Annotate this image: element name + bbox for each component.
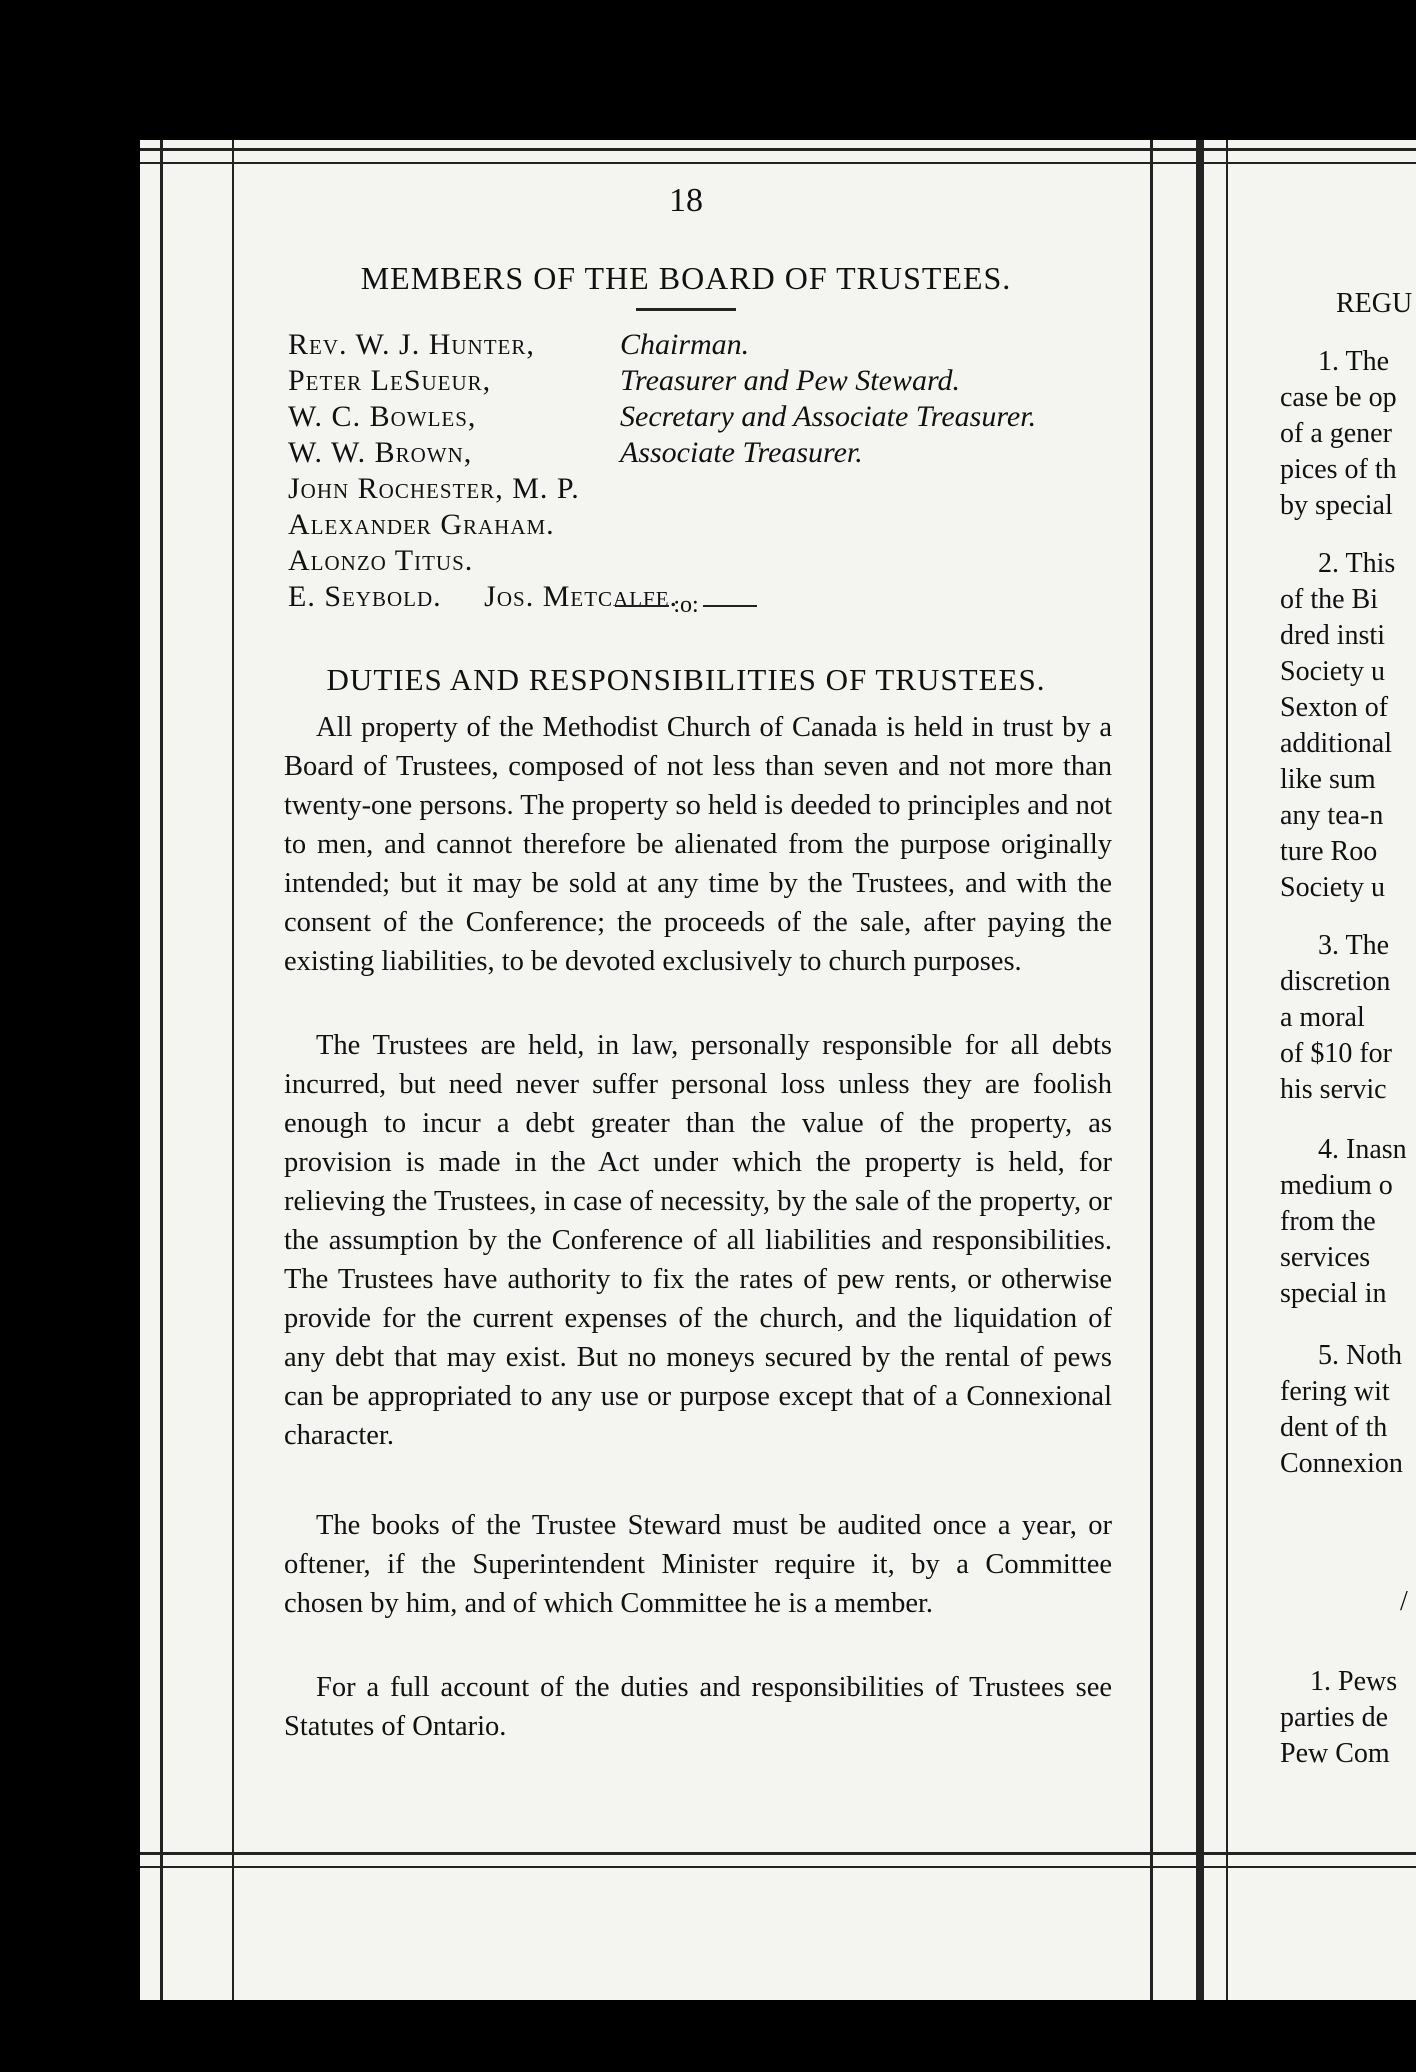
right-page-line: of a gener (1280, 418, 1392, 449)
right-page-line: medium o (1280, 1170, 1393, 1201)
right-page-line: Society u (1280, 656, 1385, 687)
page-heading: MEMBERS OF THE BOARD OF TRUSTEES. (360, 260, 1012, 296)
right-page-line: additional (1280, 728, 1392, 759)
right-page-line: special in (1280, 1278, 1387, 1309)
left-page (236, 160, 1136, 1820)
right-page-line: 2. This (1318, 548, 1396, 579)
frame-left-rule-inner (232, 140, 234, 2000)
paragraph: All property of the Methodist Church of Canada is held in trust by a Board of Trustees, composed of not less than seven and not more than twenty-one persons. The property so held is deeded to principles and not to men, and cannot therefore be alienated from the purpose originally intended; but it may be sold at any time by the Trustees, and with the consent of the Conference; the proceeds of the sale, after paying the existing liabilities, to be devoted exclusively to church purposes. (284, 712, 1112, 977)
right-page-line: dent of th (1280, 1412, 1388, 1443)
member-name: E. Seybold. Jos. Metcalfe. (288, 580, 679, 613)
right-page-line: pices of th (1280, 454, 1397, 485)
section-separator: :o: (236, 592, 1136, 619)
right-page-line: a moral (1280, 1002, 1365, 1033)
heading-rule (636, 308, 736, 311)
member-name: John Rochester, M. P. (288, 472, 580, 505)
section-title: DUTIES AND RESPONSIBILITIES OF TRUSTEES. (326, 662, 1046, 697)
member-role: Secretary and Associate Treasurer. (620, 400, 1037, 433)
paragraph: The books of the Trustee Steward must be audited once a year, or oftener, if the Superintendent Minister require it, by a Committee chosen by him, and of which Committee he is a member. (284, 1510, 1112, 1619)
frame-right-rule (1150, 140, 1153, 2000)
right-page-line: from the (1280, 1206, 1376, 1237)
paragraph: The Trustees are held, in law, personally responsible for all debts incurred, but need never suffer personal loss unless they are foolish enough to incur a debt greater than the value of the property, as provision is made in the Act under which the property is held, for relieving the Trustees, in case of necessity, by the sale of the property, or the assumption by the Conference of all liabilities and responsibilities. The Trustees have authority to fix the rates of pew rents, or otherwise provide for the current expenses of the church, and the liquidation of any debt that may exist. But no moneys secured by the rental of pews can be appropriated to any use or purpose except that of a Connexional character. (284, 1030, 1112, 1451)
right-page-line: 1. The (1318, 346, 1390, 377)
right-page-line: fering wit (1280, 1376, 1390, 1407)
right-page-line: Connexion (1280, 1448, 1403, 1479)
member-name: W. W. Brown, (288, 436, 473, 469)
right-page-line: ture Roo (1280, 836, 1378, 867)
right-page-line: Pew Com (1280, 1738, 1390, 1769)
right-page-line: / (1400, 1586, 1408, 1617)
right-page-line: 4. Inasn (1318, 1134, 1407, 1165)
gutter-rule (1196, 140, 1204, 2000)
frame-bottom-rule (140, 1852, 1416, 1855)
right-page-line: discretion (1280, 966, 1391, 997)
right-page-line: by special (1280, 490, 1393, 521)
right-page-line: like sum (1280, 764, 1376, 795)
right-page-line: dred insti (1280, 620, 1385, 651)
right-page-line: 3. The (1318, 930, 1390, 961)
right-page-fragment (1240, 160, 1416, 1820)
frame-top-rule (140, 148, 1416, 151)
right-page-line: his servic (1280, 1074, 1387, 1105)
right-page-line: case be op (1280, 382, 1397, 413)
right-page-line: Sexton of (1280, 692, 1389, 723)
right-page-line: parties de (1280, 1702, 1389, 1733)
right-page-line: 5. Noth (1318, 1340, 1402, 1371)
member-name: Peter LeSueur, (288, 364, 492, 397)
member-role: Associate Treasurer. (620, 436, 863, 469)
member-name: W. C. Bowles, (288, 400, 477, 433)
right-page-line: 1. Pews (1310, 1666, 1398, 1697)
right-page-line: any tea-n (1280, 800, 1384, 831)
paragraph: For a full account of the duties and responsibilities of Trustees see Statutes of Ontario. (284, 1672, 1112, 1742)
right-page-line: of the Bi (1280, 584, 1378, 615)
right-page-line: Society u (1280, 872, 1385, 903)
frame-bottom-rule-inner (140, 1866, 1416, 1868)
gutter-rule-inner (1226, 140, 1228, 2000)
member-name: Alexander Graham. (288, 508, 555, 541)
right-page-line: of $10 for (1280, 1038, 1392, 1069)
member-role: Treasurer and Pew Steward. (620, 364, 961, 397)
right-page-line: REGU (1336, 288, 1413, 319)
member-role: Chairman. (620, 328, 750, 361)
page-number: 18 (669, 182, 703, 219)
frame-left-rule (160, 140, 163, 2000)
member-name: Rev. W. J. Hunter, (288, 328, 535, 361)
member-name: Alonzo Titus. (288, 544, 474, 577)
right-page-line: services (1280, 1242, 1371, 1273)
